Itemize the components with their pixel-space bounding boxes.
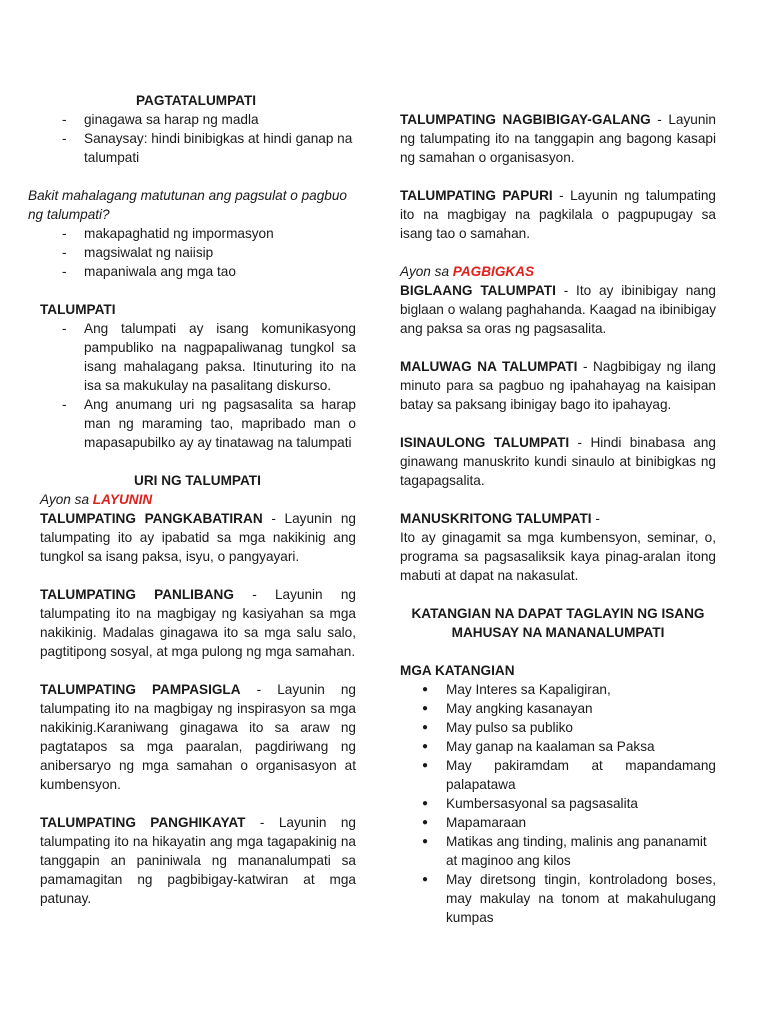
ayon-pagbigkas: Ayon sa PAGBIGKAS xyxy=(400,264,535,279)
heading-uri: URI NG TALUMPATI xyxy=(134,473,261,488)
pagbigkas-entry: ISINAULONG TALUMPATI - Hindi binabasa ang ginawang manuskrito kundi sinaulo at binibigkas ng tagapagsalita. xyxy=(400,435,716,488)
pagbigkas-entry: BIGLAANG TALUMPATI - Ito ay ibinibigay nang biglaan o walang paghahanda. Kaagad na ibinibigay ang paksa sa oras ng pagsasalita. xyxy=(400,283,716,336)
left-column xyxy=(30,91,356,908)
list-item: ● May Interes sa Kapaligiran, xyxy=(400,680,716,699)
list-item: ● May angking kasanayan xyxy=(400,699,716,718)
list-item: ● May pakiramdam at mapandamang palapatawa xyxy=(400,756,716,794)
heading-pagtatalumpati: PAGTATALUMPATI xyxy=(136,93,257,108)
list-item: - Ang talumpati ay isang komunikasyong pampubliko na nagpapaliwanag tungkol sa isang mahalagang paksa. Itinuturing ito na isa sa makukulay na pasalitang diskurso. xyxy=(30,319,356,395)
layunin-label: LAYUNIN xyxy=(92,492,153,507)
types-left xyxy=(30,509,356,908)
pagbigkas-label: PAGBIGKAS xyxy=(452,264,535,279)
type-entry: TALUMPATING PANLIBANG - Layunin ng talumpating ito na magbigay ng kasiyahan sa mga nakikinig. Madalas ginagawa ito sa mga salu salo, pagtitipong sosyal, at mga pulong ng mga samahan. xyxy=(40,587,356,659)
heading-talumpati: TALUMPATI xyxy=(40,302,116,317)
list-item: - ginagawa sa harap ng madla xyxy=(30,110,356,129)
list-item: - makapaghatid ng impormasyon xyxy=(30,224,356,243)
list-item: - magsiwalat ng naiisip xyxy=(30,243,356,262)
manuskrito-heading: MANUSKRITONG TALUMPATI - xyxy=(400,511,600,526)
type-entry: TALUMPATING NAGBIBIGAY-GALANG - Layunin ng talumpating ito na tanggapin ang bagong kasapi ng samahan o organisasyon. xyxy=(400,112,716,165)
list-item: ● May pulso sa publiko xyxy=(400,718,716,737)
list-item: - Sanaysay: hindi binibigkas at hindi ganap na talumpati xyxy=(30,129,356,167)
katangian-list xyxy=(400,680,716,927)
question-bakit: Bakit mahalagang matutunan ang pagsulat o pagbuo ng talumpati? xyxy=(28,188,347,222)
pagtatalumpati-list xyxy=(30,110,356,167)
list-item: ● May diretsong tingin, kontroladong boses, may makulay na tonom at makahulugang kumpas xyxy=(400,870,716,927)
list-item: - mapaniwala ang mga tao xyxy=(30,262,356,281)
type-entry: TALUMPATING PANGKABATIRAN - Layunin ng talumpating ito ay ipabatid sa mga nakikinig ang tungkol sa isang paksa, isyu, o pangyayari. xyxy=(40,511,356,564)
heading-katangian-2: MAHUSAY NA MANANALUMPATI xyxy=(451,625,665,640)
list-item: ● Kumbersasyonal sa pagsasalita xyxy=(400,794,716,813)
manuskrito-desc: Ito ay ginagamit sa mga kumbensyon, seminar, o, programa sa pagsasaliksik kaya pinag-aralan itong mabuti at dapat na nakasulat. xyxy=(400,530,716,583)
heading-mga-katangian: MGA KATANGIAN xyxy=(400,663,515,678)
list-item: - Ang anumang uri ng pagsasalita sa harap man ng maraming tao, mapribado man o mapasapubilko ay ay tinatawag na talumpati xyxy=(30,395,356,452)
pagbigkas-entry: MALUWAG NA TALUMPATI - Nagbibigay ng ilang minuto para sa pagbuo ng ipahahayag na kaisipan batay sa paksang ibinigay bago ito ipahayag. xyxy=(400,359,716,412)
list-item: ● Matikas ang tinding, malinis ang pananamit at maginoo ang kilos xyxy=(400,832,716,870)
heading-katangian: KATANGIAN NA DAPAT TAGLAYIN NG ISANG xyxy=(411,606,705,621)
right-column xyxy=(400,110,716,927)
talumpati-list xyxy=(30,319,356,452)
type-entry: TALUMPATING PAPURI - Layunin ng talumpating ito na magbigay na pagkilala o pagpupugay sa isang tao o samahan. xyxy=(400,188,716,241)
type-entry: TALUMPATING PANGHIKAYAT - Layunin ng talumpating ito na hikayatin ang mga tagapakinig na tanggapin an paniniwala ng mananalumpati sa pamamagitan ng pagbibigay-katwiran at mga patunay. xyxy=(40,815,356,906)
type-entry: TALUMPATING PAMPASIGLA - Layunin ng talumpating ito na magbigay ng inspirasyon sa mga nakikinig.Karaniwang ginagawa ito sa araw ng pagtatapos sa mga paaralan, pagdiriwang ng anibersaryo ng mga samahan o organisasyon at kumbensyon. xyxy=(40,682,356,792)
ayon-layunin: Ayon sa LAYUNIN xyxy=(40,492,153,507)
bakit-list xyxy=(30,224,356,281)
list-item: ● Mapamaraan xyxy=(400,813,716,832)
list-item: ● May ganap na kaalaman sa Paksa xyxy=(400,737,716,756)
